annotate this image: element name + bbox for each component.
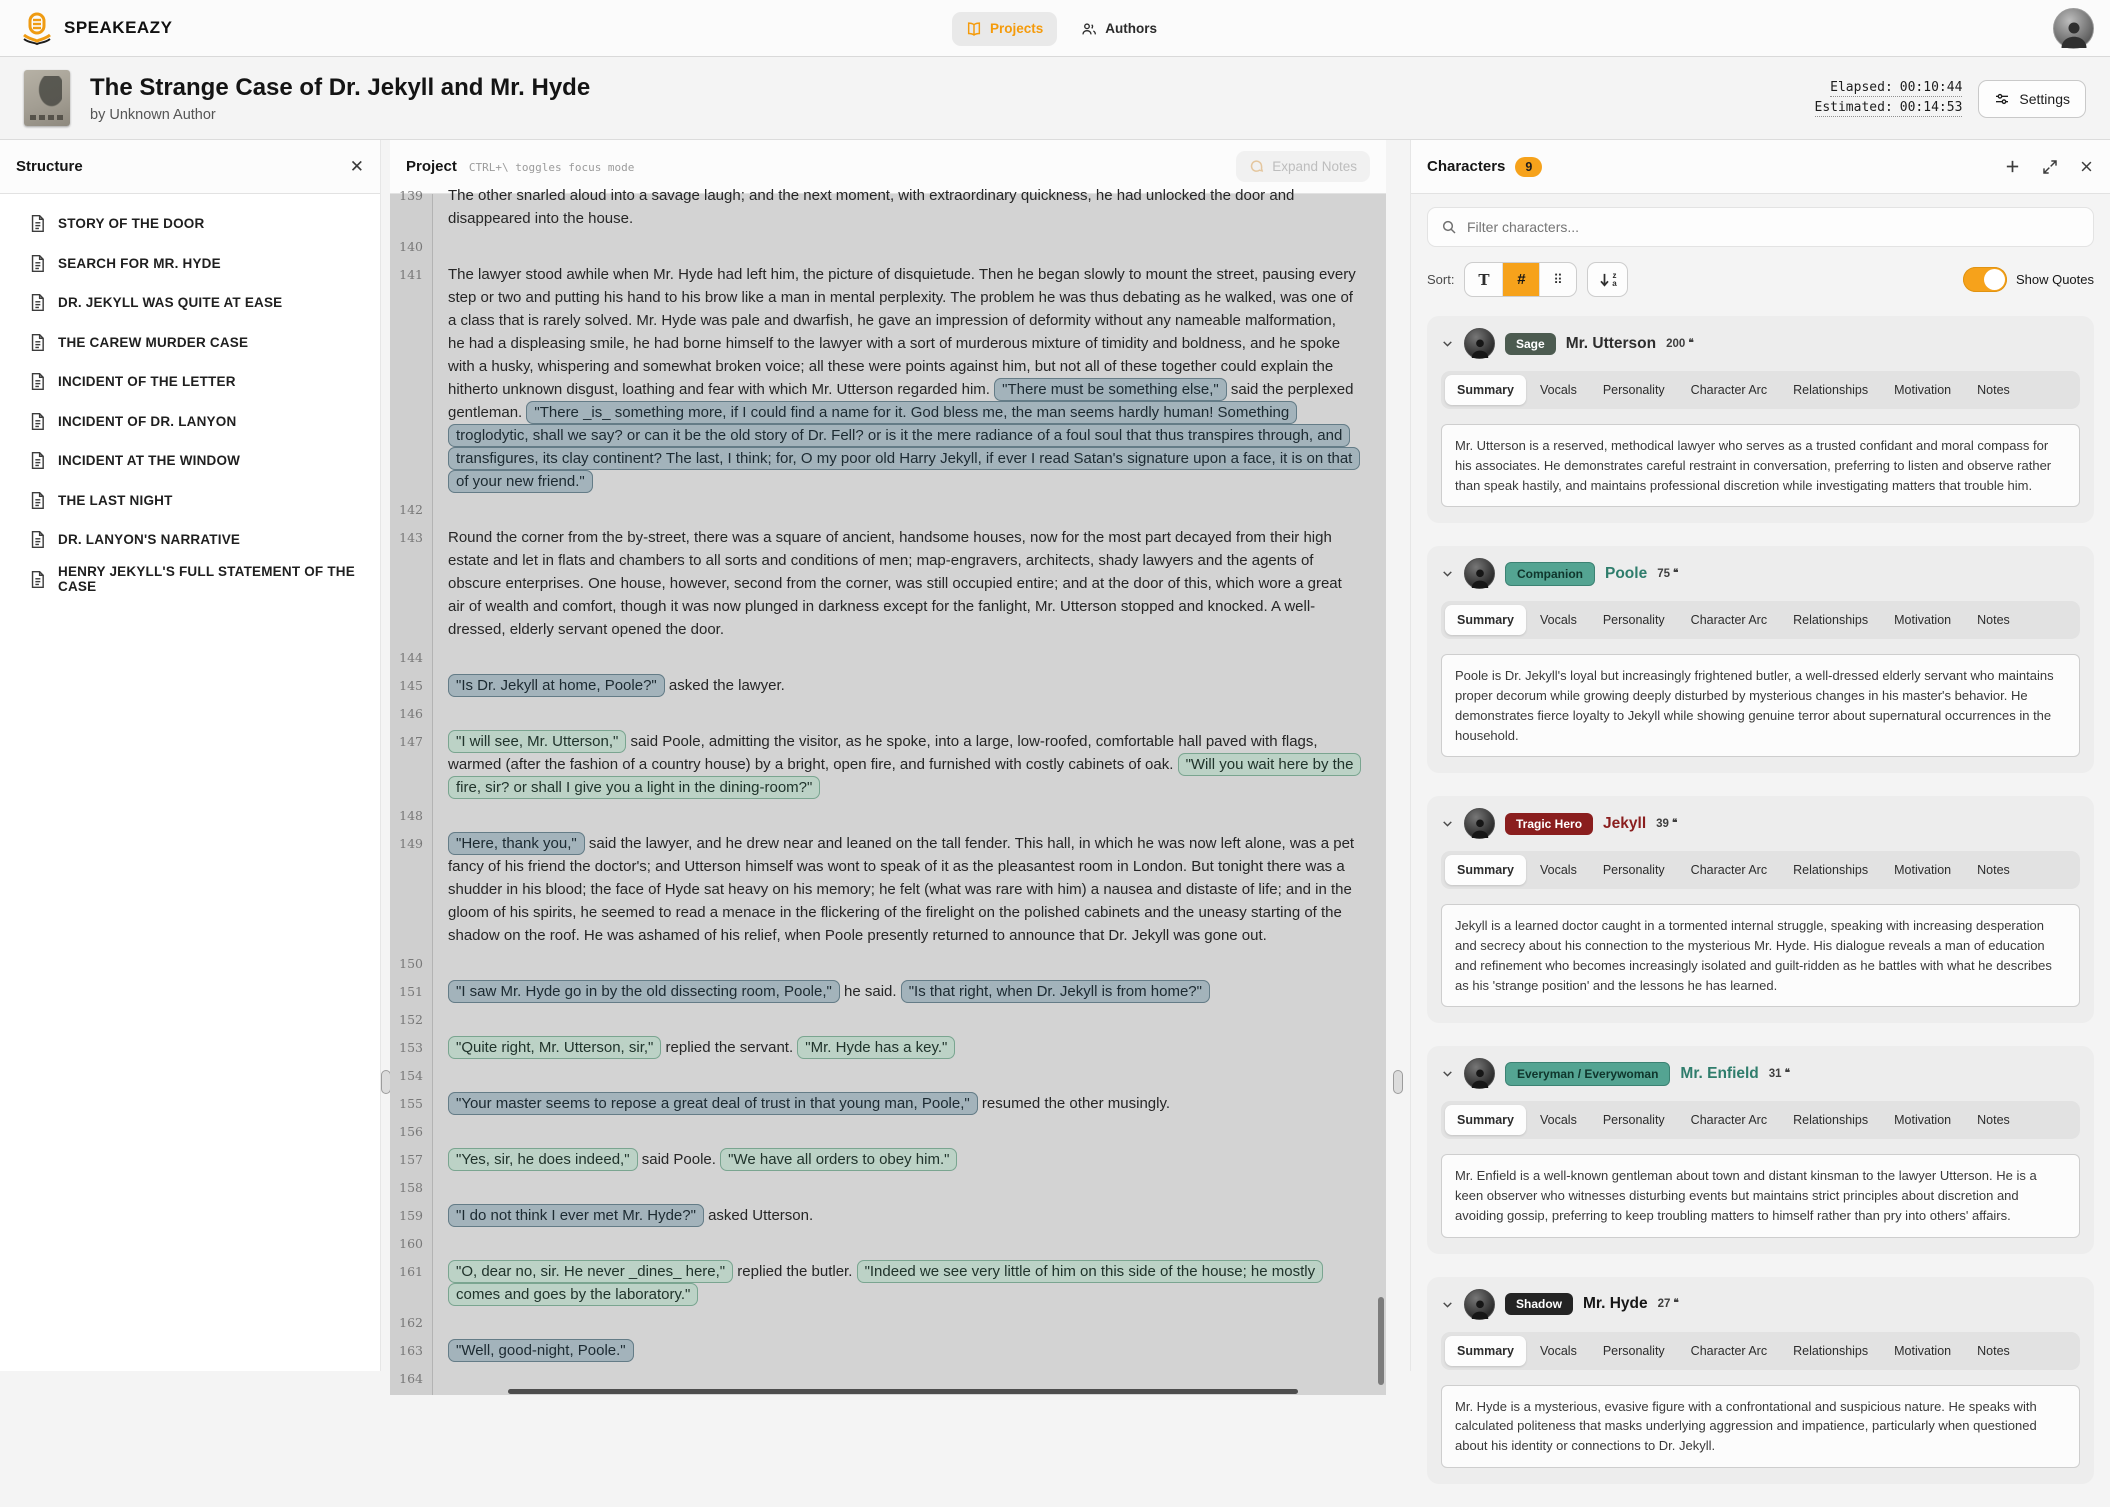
line-text xyxy=(432,1092,1386,1115)
chapter-label: INCIDENT OF DR. LANYON xyxy=(58,413,237,429)
quote-icon: ❝ xyxy=(1784,1067,1790,1079)
project-header xyxy=(0,57,2110,140)
line-text xyxy=(432,952,1386,975)
card-tabs xyxy=(1441,371,2080,409)
brand xyxy=(20,11,172,45)
brand-name: SPEAKEAZY xyxy=(64,18,173,37)
tab-summary[interactable]: Summary xyxy=(1445,855,1526,885)
editor-line xyxy=(390,1367,1386,1390)
line-number: 153 xyxy=(399,1040,423,1055)
tab-vocals[interactable]: Vocals xyxy=(1539,1113,1577,1128)
line-text xyxy=(432,1176,1386,1199)
editor-line xyxy=(390,1311,1386,1334)
tab-summary[interactable]: Summary xyxy=(1445,1105,1526,1135)
narration-text: The lawyer stood awhile when Mr. Hyde had left him, the picture of disquietude. Then he began slowly to mount the street, pausing every step or two and putting his hand to his brow like a man in mental perplexity. The problem he was thus debating as he walked, was one of a class that is rarely solved. Mr. Hyde was pale and dwarfish, he gave an impression of deformity without any nameable malformation, he had a displeasing smile, he had borne himself to the lawyer with a sort of murderous mixture of timidity and boldness, and he spoke with a husky, whispering and somewhat broken voice; all these were points against him, but not all of these together could explain the hitherto unknown disgust, loathing and fear with which Mr. Utterson regarded him. xyxy=(448,266,1356,398)
quote-count: 31 ❝ xyxy=(1768,1067,1790,1080)
tab-character-arc[interactable]: Character Arc xyxy=(1690,383,1768,397)
character-card-jekyll xyxy=(1427,796,2094,1023)
sliders-icon xyxy=(1994,91,2010,107)
book-cover xyxy=(24,70,70,126)
tab-relationships[interactable]: Relationships xyxy=(1793,383,1869,397)
character-name[interactable]: Poole xyxy=(1605,564,1648,582)
quote-highlight-utterson[interactable]: "Well, good-night, Poole." xyxy=(448,1339,634,1362)
characters-header xyxy=(1411,140,2110,194)
horizontal-scrollbar[interactable] xyxy=(508,1389,1298,1394)
chapter-label: INCIDENT OF THE LETTER xyxy=(58,374,236,390)
tab-motivation[interactable]: Motivation xyxy=(1894,1113,1952,1128)
speakeazy-logo-icon xyxy=(20,11,54,45)
quote-highlight-utterson[interactable]: "Here, thank you," xyxy=(448,832,585,855)
narration-text: said Poole. xyxy=(637,1151,721,1168)
estimated-time: Estimated: 00:14:53 xyxy=(1814,100,1963,115)
quote-icon: ❝ xyxy=(1673,1298,1679,1309)
card-header xyxy=(1441,328,2080,359)
editor-line xyxy=(390,1232,1386,1255)
sort-row xyxy=(1411,253,2110,310)
document-icon xyxy=(30,413,45,430)
structure-header xyxy=(0,140,380,194)
settings-button[interactable]: Settings xyxy=(1978,80,2086,118)
quote-highlight-utterson[interactable]: "Your master seems to repose a great deal of trust in that young man, Poole," xyxy=(448,1092,978,1115)
narration-text: said the perplexed gentleman. xyxy=(448,381,1354,421)
editor-line xyxy=(390,952,1386,975)
elapsed-time: Elapsed: 00:10:44 xyxy=(1830,80,1963,95)
quote-highlight-poole[interactable]: "I will see, Mr. Utterson," xyxy=(448,730,626,753)
role-badge: Everyman / Everywoman xyxy=(1505,1062,1670,1086)
line-number: 141 xyxy=(399,267,423,282)
editor-line xyxy=(390,832,1386,947)
quote-highlight-poole[interactable]: "Mr. Hyde has a key." xyxy=(797,1036,955,1059)
sort-direction-button[interactable]: z a xyxy=(1587,262,1628,297)
structure-item-incident-of-the-letter[interactable] xyxy=(0,362,380,402)
title-block xyxy=(90,74,590,123)
character-summary: Jekyll is a learned doctor caught in a tormented internal struggle, speaking with increasing desperation and secrecy about his connection to the mysterious Mr. Hyde. His dialogue reveals a man of education and refinement who becomes increasingly isolated and guilt-ridden as he battles with what he describes as his 'strange position' and the lessons he has learned. xyxy=(1441,904,2080,1007)
line-text xyxy=(432,1367,1386,1390)
document-icon xyxy=(30,571,45,588)
close-characters-icon[interactable] xyxy=(2079,159,2094,174)
sort-by-grid-button[interactable]: ⠿ xyxy=(1539,263,1576,296)
tab-notes[interactable]: Notes xyxy=(1977,613,2010,628)
line-text xyxy=(432,674,1386,697)
editor-line xyxy=(390,730,1386,799)
card-header xyxy=(1441,558,2080,589)
structure-item-dr-lanyon-s-narrative[interactable] xyxy=(0,520,380,560)
card-header xyxy=(1441,1289,2080,1320)
page-title: The Strange Case of Dr. Jekyll and Mr. Hyde xyxy=(90,73,591,101)
structure-item-search-for-mr-hyde[interactable] xyxy=(0,244,380,284)
character-avatar[interactable] xyxy=(1464,1289,1495,1320)
chapter-label: THE CAREW MURDER CASE xyxy=(58,334,249,350)
tab-personality[interactable]: Personality xyxy=(1602,1343,1665,1358)
chapter-label: DR. JEKYLL WAS QUITE AT EASE xyxy=(58,295,283,311)
sort-by-count-button[interactable]: # xyxy=(1502,263,1539,296)
tab-motivation[interactable]: Motivation xyxy=(1894,613,1952,628)
right-panel-divider xyxy=(1386,140,1410,1371)
character-card-mr-enfield xyxy=(1427,1046,2094,1253)
nav-authors-button[interactable] xyxy=(1067,12,1171,46)
role-badge: Tragic Hero xyxy=(1505,813,1593,835)
document-icon xyxy=(30,215,45,232)
top-bar xyxy=(0,0,2110,57)
line-number: 163 xyxy=(399,1343,423,1358)
tab-personality[interactable]: Personality xyxy=(1602,613,1665,628)
chapter-label: DR. LANYON'S NARRATIVE xyxy=(58,532,241,548)
narration-text: asked the lawyer. xyxy=(664,677,785,694)
quote-count: 27 ❝ xyxy=(1657,1298,1679,1310)
tab-character-arc[interactable]: Character Arc xyxy=(1690,1343,1768,1358)
nav-projects-label: Projects xyxy=(990,21,1044,36)
chevron-down-icon[interactable] xyxy=(1441,337,1454,350)
tab-notes[interactable]: Notes xyxy=(1977,383,2010,397)
quote-icon: ❝ xyxy=(1671,817,1678,829)
editor-title: Project xyxy=(406,158,457,175)
editor-line xyxy=(390,674,1386,697)
structure-item-story-of-the-door[interactable] xyxy=(0,204,380,244)
structure-item-incident-of-dr-lanyon[interactable] xyxy=(0,402,380,442)
search-icon xyxy=(1441,219,1457,235)
editor-line xyxy=(390,1036,1386,1059)
characters-title: Characters xyxy=(1427,158,1506,175)
editor-line xyxy=(390,1176,1386,1199)
card-tabs xyxy=(1441,601,2080,639)
quote-highlight-poole[interactable]: "Will you wait here by the fire, sir? or shall I give you a light in the dining-room?" xyxy=(448,753,1361,799)
right-resize-handle[interactable] xyxy=(1393,1070,1403,1094)
quote-highlight-poole[interactable]: "Quite right, Mr. Utterson, sir," xyxy=(448,1036,661,1059)
quote-count: 200 ❝ xyxy=(1666,337,1694,350)
left-panel-divider xyxy=(381,140,390,1371)
narration-text: resumed the other musingly. xyxy=(977,1095,1171,1112)
card-tabs xyxy=(1441,851,2080,889)
chevron-down-icon[interactable] xyxy=(1441,567,1454,580)
character-name[interactable]: Jekyll xyxy=(1603,814,1647,832)
quote-count: 75 ❝ xyxy=(1657,567,1679,580)
line-text xyxy=(432,1232,1386,1255)
editor-line xyxy=(390,235,1386,258)
line-text xyxy=(432,832,1386,947)
line-text xyxy=(432,1260,1386,1306)
document-icon xyxy=(30,531,45,548)
header-right xyxy=(1815,57,2087,140)
chevron-down-icon[interactable] xyxy=(1441,1067,1454,1080)
line-text xyxy=(432,1064,1386,1087)
document-icon xyxy=(30,294,45,311)
tab-relationships[interactable]: Relationships xyxy=(1793,863,1869,878)
editor-line xyxy=(390,1260,1386,1306)
editor-line xyxy=(390,184,1386,230)
character-card-mr-hyde xyxy=(1427,1277,2094,1484)
line-number: 157 xyxy=(399,1152,423,1167)
editor-line xyxy=(390,1120,1386,1143)
tab-summary[interactable]: Summary xyxy=(1445,375,1526,405)
line-number: 144 xyxy=(399,650,423,665)
editor-lines xyxy=(390,172,1386,1390)
structure-title: Structure xyxy=(16,158,83,175)
line-number: 155 xyxy=(399,1096,423,1111)
line-text xyxy=(432,263,1386,493)
line-text xyxy=(432,184,1386,230)
character-avatar[interactable] xyxy=(1464,808,1495,839)
quote-highlight-poole[interactable]: "We have all orders to obey him." xyxy=(720,1148,957,1171)
role-badge: Sage xyxy=(1505,333,1556,355)
line-text xyxy=(432,235,1386,258)
show-quotes-toggle[interactable] xyxy=(1963,267,2007,292)
tab-motivation[interactable]: Motivation xyxy=(1894,1343,1952,1358)
character-card-poole xyxy=(1427,546,2094,773)
expand-panel-icon[interactable] xyxy=(2042,159,2058,175)
line-number: 158 xyxy=(399,1180,423,1195)
tab-vocals[interactable]: Vocals xyxy=(1539,863,1577,878)
quote-highlight-poole[interactable]: "Indeed we see very little of him on this side of the house; he mostly comes and goes by the laboratory." xyxy=(448,1260,1323,1306)
tab-personality[interactable]: Personality xyxy=(1602,1113,1665,1128)
chapter-label: THE LAST NIGHT xyxy=(58,492,173,508)
editor-line xyxy=(390,498,1386,521)
tab-summary[interactable]: Summary xyxy=(1445,605,1526,635)
characters-count-badge: 9 xyxy=(1515,157,1542,177)
narration-text: said the lawyer, and he drew near and leaned on the tall fender. This hall, in which he was now left alone, was a pet fancy of his friend the doctor's; and Utterson himself was wont to speak of it as the pleasantest room in London. But tonight there was a shudder in his blood; the face of Hyde sat heavy on his memory; he felt (what was rare with him) a nausea and distaste of life; and in the gloom of his spirits, he seemed to read a menace in the flickering of the firelight on the polished cabinets and the uneasy starting of the shadow on the roof. He was ashamed of his relief, when Poole presently returned to announce that Dr. Jekyll was gone out. xyxy=(448,835,1355,944)
narration-text: The other snarled aloud into a savage laugh; and the next moment, with extraordinary quickness, he had unlocked the door and disappeared into the house. xyxy=(448,187,1295,227)
quote-highlight-utterson[interactable]: "There must be something else," xyxy=(994,378,1227,401)
line-text xyxy=(432,498,1386,521)
filter-input-box[interactable] xyxy=(1427,207,2094,247)
tab-personality[interactable]: Personality xyxy=(1602,383,1665,397)
line-text xyxy=(432,646,1386,669)
quote-count: 39 ❝ xyxy=(1656,817,1678,830)
editor-line xyxy=(390,804,1386,827)
tab-notes[interactable]: Notes xyxy=(1977,1113,2010,1128)
role-badge: Companion xyxy=(1505,562,1595,586)
line-text xyxy=(432,1204,1386,1227)
structure-item-the-last-night[interactable] xyxy=(0,481,380,521)
sort-by-name-button[interactable]: T xyxy=(1465,263,1502,296)
chapter-label: INCIDENT AT THE WINDOW xyxy=(58,453,241,469)
main-area xyxy=(0,140,2110,1453)
document-icon xyxy=(30,373,45,390)
line-number: 149 xyxy=(399,836,423,851)
people-icon xyxy=(1081,21,1097,37)
filter-characters-input[interactable] xyxy=(1467,219,2042,235)
tab-notes[interactable]: Notes xyxy=(1977,1343,2010,1358)
line-number: 162 xyxy=(399,1315,423,1330)
narration-text: replied the butler. xyxy=(733,1263,857,1280)
character-avatar[interactable] xyxy=(1464,558,1495,589)
line-number: 147 xyxy=(399,734,423,749)
document-icon xyxy=(30,452,45,469)
line-text xyxy=(432,730,1386,799)
tab-personality[interactable]: Personality xyxy=(1602,863,1665,878)
line-text xyxy=(432,1311,1386,1334)
add-character-icon[interactable] xyxy=(2004,158,2021,175)
card-header xyxy=(1441,1058,2080,1089)
line-number: 145 xyxy=(399,678,423,693)
editor-line xyxy=(390,646,1386,669)
line-number: 156 xyxy=(399,1124,423,1139)
quote-highlight-utterson[interactable]: "There _is_ something more, if I could find a name for it. God bless me, the man seems hardly human! Something troglodytic, shall we say? or can it be the old story of Dr. Fell? or is it the mere radiance of a foul soul that thus transpires through, and transfigures, its clay continent? The last, I think; for, O my poor old Harry Jekyll, if ever I read Satan's signature upon a face, it is on that of your new friend." xyxy=(448,401,1360,493)
character-avatar[interactable] xyxy=(1464,328,1495,359)
narration-text: replied the servant. xyxy=(661,1039,798,1056)
nav-projects-button[interactable] xyxy=(952,12,1057,46)
tab-relationships[interactable]: Relationships xyxy=(1793,1113,1869,1128)
tab-notes[interactable]: Notes xyxy=(1977,863,2010,878)
tab-character-arc[interactable]: Character Arc xyxy=(1690,863,1768,878)
tab-relationships[interactable]: Relationships xyxy=(1793,613,1869,628)
focus-mode-hint: CTRL+\ toggles focus mode xyxy=(468,161,635,174)
character-card-mr-utterson xyxy=(1427,316,2094,523)
tab-relationships[interactable]: Relationships xyxy=(1793,1343,1869,1358)
line-text xyxy=(432,1036,1386,1059)
editor-line xyxy=(390,702,1386,725)
editor-line xyxy=(390,1204,1386,1227)
character-summary: Mr. Hyde is a mysterious, evasive figure with a confrontational and suspicious nature. He speaks with calculated politeness that masks underlying aggression and impatience, particularly when questioned about his identity or connections to Dr. Jekyll. xyxy=(1441,1385,2080,1468)
card-tabs xyxy=(1441,1101,2080,1139)
line-text xyxy=(432,1120,1386,1143)
time-stats xyxy=(1815,80,1963,117)
character-summary: Poole is Dr. Jekyll's loyal but increasingly frightened butler, a well-dressed elderly servant who maintains proper decorum while growing deeply disturbed by mysterious changes in his master's behavior. He demonstrates fierce loyalty to Jekyll while showing genuine terror about supernatural occurrences in the household. xyxy=(1441,654,2080,757)
user-avatar[interactable] xyxy=(2053,8,2094,49)
tab-vocals[interactable]: Vocals xyxy=(1539,613,1577,628)
sort-mode-group xyxy=(1464,262,1577,297)
character-name[interactable]: Mr. Utterson xyxy=(1565,334,1657,352)
line-text xyxy=(432,1148,1386,1171)
line-number: 139 xyxy=(399,188,423,203)
narration-text: Round the corner from the by-street, there was a square of ancient, handsome houses, now for the most part decayed from their high estate and let in flats and chambers to all sorts and conditions of men; map-engravers, architects, shady lawyers and the agents of obscure enterprises. One house, however, second from the corner, was still occupied entire; and at the door of this, which wore a great air of wealth and comfort, though it was now plunged in darkness except for the fanlight, Mr. Utterson stopped and knocked. A well-dressed, elderly servant opened the door. xyxy=(448,529,1342,638)
show-quotes-control xyxy=(1963,267,2094,292)
narration-text: said Poole, admitting the visitor, as he spoke, into a large, low-roofed, comfortable hall paved with flags, warmed (after the fashion of a country house) by a bright, open fire, and furnished with costly cabinets of oak. xyxy=(448,733,1318,773)
structure-item-incident-at-the-window[interactable] xyxy=(0,441,380,481)
editor-content[interactable] xyxy=(390,187,1386,1395)
line-number: 154 xyxy=(399,1068,423,1083)
chapter-label: SEARCH FOR MR. HYDE xyxy=(58,255,221,271)
quote-icon: ❝ xyxy=(1688,337,1694,349)
editor-line xyxy=(390,1008,1386,1031)
editor-line xyxy=(390,1339,1386,1362)
nav-authors-label: Authors xyxy=(1105,21,1158,36)
editor-line xyxy=(390,1148,1386,1171)
chapter-label: HENRY JEKYLL'S FULL STATEMENT OF THE CASE xyxy=(58,564,355,595)
chevron-down-icon[interactable] xyxy=(1441,817,1454,830)
quote-highlight-poole[interactable]: "O, dear no, sir. He never _dines_ here," xyxy=(448,1260,733,1283)
line-text xyxy=(432,1339,1386,1362)
document-icon xyxy=(30,492,45,509)
tab-character-arc[interactable]: Character Arc xyxy=(1690,1113,1768,1128)
tab-vocals[interactable]: Vocals xyxy=(1539,1343,1577,1358)
structure-item-dr-jekyll-was-quite-at-ease[interactable] xyxy=(0,283,380,323)
card-tabs xyxy=(1441,1332,2080,1370)
line-number: 160 xyxy=(399,1236,423,1251)
character-cards xyxy=(1411,310,2110,1507)
book-icon xyxy=(966,21,982,37)
line-number: 142 xyxy=(399,502,423,517)
top-nav xyxy=(952,0,1171,57)
card-header xyxy=(1441,808,2080,839)
line-text xyxy=(432,804,1386,827)
role-badge: Shadow xyxy=(1505,1293,1573,1315)
line-text xyxy=(432,526,1386,641)
line-number: 148 xyxy=(399,808,423,823)
line-number: 146 xyxy=(399,706,423,721)
structure-panel xyxy=(0,140,381,1371)
quote-highlight-utterson[interactable]: "I do not think I ever met Mr. Hyde?" xyxy=(448,1204,704,1227)
line-number: 159 xyxy=(399,1208,423,1223)
tab-vocals[interactable]: Vocals xyxy=(1539,383,1577,397)
quote-highlight-utterson[interactable]: "Is Dr. Jekyll at home, Poole?" xyxy=(448,674,665,697)
character-avatar[interactable] xyxy=(1464,1058,1495,1089)
line-number: 152 xyxy=(399,1012,423,1027)
editor-line xyxy=(390,526,1386,641)
structure-item-henry-jekyll-s-full-statement-of-the-case[interactable] xyxy=(0,560,380,600)
line-text xyxy=(432,1008,1386,1031)
chevron-down-icon[interactable] xyxy=(1441,1298,1454,1311)
tab-motivation[interactable]: Motivation xyxy=(1894,863,1952,878)
characters-panel xyxy=(1410,140,2110,1453)
show-quotes-label: Show Quotes xyxy=(2015,272,2094,287)
expand-notes-button[interactable]: Expand Notes xyxy=(1236,151,1370,182)
quote-icon: ❝ xyxy=(1673,567,1679,579)
filter-row xyxy=(1411,194,2110,253)
editor-line xyxy=(390,1064,1386,1087)
narration-text: he said. xyxy=(839,983,901,1000)
page-author: by Unknown Author xyxy=(90,106,216,123)
structure-item-the-carew-murder-case[interactable] xyxy=(0,323,380,363)
character-summary: Mr. Enfield is a well-known gentleman about town and distant kinsman to the lawyer Utterson. He is a keen observer who witnesses disturbing events but maintains strict principles about discretion and avoiding gossip, preferring to keep troubling matters to himself rather than pry into others' affairs. xyxy=(1441,1154,2080,1237)
quote-highlight-poole[interactable]: "Yes, sir, he does indeed," xyxy=(448,1148,638,1171)
line-number: 143 xyxy=(399,530,423,545)
line-number: 164 xyxy=(399,1371,423,1386)
vertical-scrollbar[interactable] xyxy=(1378,1297,1384,1385)
editor-line xyxy=(390,1092,1386,1115)
editor-line xyxy=(390,263,1386,493)
tab-summary[interactable]: Summary xyxy=(1445,1336,1526,1366)
document-icon xyxy=(30,255,45,272)
left-resize-handle[interactable] xyxy=(381,1070,391,1094)
chapter-label: STORY OF THE DOOR xyxy=(58,216,205,232)
line-number: 150 xyxy=(399,956,423,971)
structure-list xyxy=(0,194,380,599)
editor-panel xyxy=(390,140,1386,1386)
line-text xyxy=(432,702,1386,725)
character-name[interactable]: Mr. Hyde xyxy=(1583,1295,1648,1312)
narration-text: asked Utterson. xyxy=(703,1207,814,1224)
tab-character-arc[interactable]: Character Arc xyxy=(1690,613,1768,628)
sort-label: Sort: xyxy=(1427,272,1455,287)
line-number: 151 xyxy=(399,984,423,999)
quote-highlight-utterson[interactable]: "I saw Mr. Hyde go in by the old dissecting room, Poole," xyxy=(448,980,840,1003)
tab-motivation[interactable]: Motivation xyxy=(1894,383,1952,397)
editor-line xyxy=(390,980,1386,1003)
character-summary: Mr. Utterson is a reserved, methodical lawyer who serves as a trusted confidant and moral compass for his associates. He demonstrates careful restraint in conversation, preferring to listen and observe rather than speak hastily, and maintains professional discretion while investigating matters that trouble him. xyxy=(1441,424,2080,507)
line-number: 140 xyxy=(399,239,423,254)
document-icon xyxy=(30,334,45,351)
line-text xyxy=(432,980,1386,1003)
line-number: 161 xyxy=(399,1264,423,1279)
quote-highlight-utterson[interactable]: "Is that right, when Dr. Jekyll is from home?" xyxy=(901,980,1210,1003)
character-name[interactable]: Mr. Enfield xyxy=(1680,1064,1759,1082)
close-structure-icon[interactable]: ✕ xyxy=(349,156,364,176)
